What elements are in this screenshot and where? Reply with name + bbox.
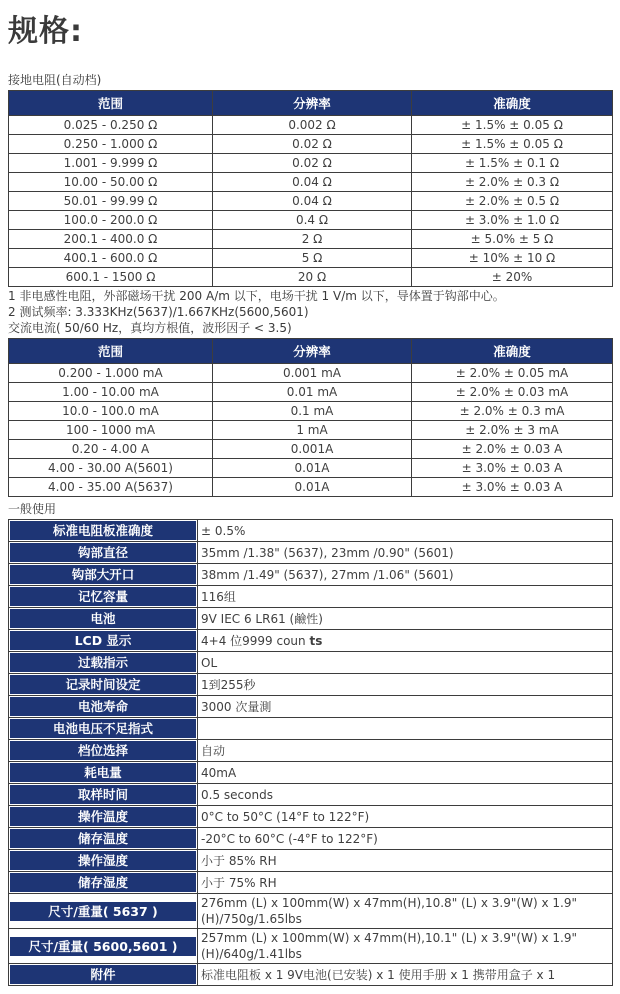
table-row: [9, 192, 613, 211]
general-row-label-cell: [9, 740, 198, 762]
general-row-value: [198, 718, 613, 740]
table-cell: 50.01 - 99.99 Ω: [9, 192, 213, 211]
general-row-label-cell: [9, 586, 198, 608]
general-row-label: 记录时间设定: [10, 675, 196, 694]
general-row-value: 小于 85% RH: [198, 850, 613, 872]
table-cell: 0.250 - 1.000 Ω: [9, 135, 213, 154]
general-row: [9, 828, 613, 850]
table-row: [9, 383, 613, 402]
general-row-label: 尺寸/重量( 5600,5601 ): [10, 937, 196, 956]
table-cell: ± 3.0% ± 1.0 Ω: [412, 211, 613, 230]
column-header: 准确度: [412, 339, 613, 364]
ac-current-table: [8, 338, 613, 497]
general-row-label: 储存湿度: [10, 873, 196, 892]
general-row: [9, 564, 613, 586]
general-row-label-cell: [9, 696, 198, 718]
general-row-label: 耗电量: [10, 763, 196, 782]
footnotes: [8, 289, 612, 320]
table-row: [9, 440, 613, 459]
general-row-value: 257mm (L) x 100mm(W) x 47mm(H),10.1" (L) x 3.9"(W) x 1.9"(H)/640g/1.41lbs: [198, 929, 613, 964]
general-row: [9, 696, 613, 718]
general-row-label-cell: [9, 652, 198, 674]
table-cell: ± 5.0% ± 5 Ω: [412, 230, 613, 249]
table-cell: ± 1.5% ± 0.05 Ω: [412, 135, 613, 154]
general-row-label-cell: [9, 674, 198, 696]
general-row-label: LCD 显示: [10, 631, 196, 650]
column-header: 分辨率: [213, 339, 412, 364]
table-row: [9, 230, 613, 249]
general-row-label-cell: [9, 806, 198, 828]
table-cell: 0.001A: [213, 440, 412, 459]
table-cell: ± 2.0% ± 0.03 A: [412, 440, 613, 459]
general-row-label: 电池: [10, 609, 196, 628]
general-row-value: 38mm /1.49" (5637), 27mm /1.06" (5601): [198, 564, 613, 586]
ground-resistance-table-body: [9, 116, 613, 287]
general-row-value: 116组: [198, 586, 613, 608]
table-cell: 2 Ω: [213, 230, 412, 249]
table-cell: 4.00 - 35.00 A(5637): [9, 478, 213, 497]
general-row: [9, 806, 613, 828]
general-row-label: 电池电压不足指式: [10, 719, 196, 738]
general-row: [9, 586, 613, 608]
table-row: [9, 364, 613, 383]
general-row-value: 9V IEC 6 LR61 (鹼性): [198, 608, 613, 630]
header-row: [9, 91, 613, 116]
table-cell: 0.1 mA: [213, 402, 412, 421]
general-row: [9, 784, 613, 806]
table-cell: ± 1.5% ± 0.05 Ω: [412, 116, 613, 135]
table-cell: 4.00 - 30.00 A(5601): [9, 459, 213, 478]
general-row-label-cell: [9, 894, 198, 929]
table-cell: 0.02 Ω: [213, 135, 412, 154]
general-row-label-cell: [9, 850, 198, 872]
general-row: [9, 542, 613, 564]
table-cell: 0.4 Ω: [213, 211, 412, 230]
general-row-label-cell: [9, 762, 198, 784]
general-row-value: 自动: [198, 740, 613, 762]
general-row: [9, 872, 613, 894]
table-row: [9, 173, 613, 192]
ac-current-table-body: [9, 364, 613, 497]
table-cell: 10.00 - 50.00 Ω: [9, 173, 213, 192]
table-cell: 0.01 mA: [213, 383, 412, 402]
ac-current-section-label: 交流电流( 50/60 Hz，真均方根值，波形因子 < 3.5): [8, 321, 292, 335]
table-cell: ± 2.0% ± 0.03 mA: [412, 383, 613, 402]
general-row: [9, 630, 613, 652]
table-cell: 0.02 Ω: [213, 154, 412, 173]
general-row: [9, 652, 613, 674]
ac-current-table-header: [9, 339, 613, 364]
table-cell: 0.01A: [213, 459, 412, 478]
table-row: [9, 459, 613, 478]
general-row-value: -20°C to 60°C (-4°F to 122°F): [198, 828, 613, 850]
general-row: [9, 929, 613, 964]
column-header: 分辨率: [213, 91, 412, 116]
general-row-value: ± 0.5%: [198, 520, 613, 542]
general-row: [9, 964, 613, 986]
table-row: [9, 249, 613, 268]
table-cell: 600.1 - 1500 Ω: [9, 268, 213, 287]
general-use-section-label: 一般使用: [8, 502, 57, 516]
general-row-label-cell: [9, 564, 198, 586]
general-row-value: 标准电阻板 x 1 9V电池(已安装) x 1 使用手册 x 1 携带用盒子 x 1: [198, 964, 613, 986]
general-row-label-cell: [9, 520, 198, 542]
general-row-label: 附件: [10, 965, 196, 984]
general-row: [9, 740, 613, 762]
general-row: [9, 762, 613, 784]
ground-resistance-section-label: 接地电阻(自动档): [8, 73, 102, 87]
table-row: [9, 135, 613, 154]
table-cell: ± 2.0% ± 3 mA: [412, 421, 613, 440]
general-use-table: [8, 519, 613, 986]
page-title: 规格:: [8, 14, 83, 49]
table-cell: 0.025 - 0.250 Ω: [9, 116, 213, 135]
general-row-label-cell: [9, 784, 198, 806]
general-row: [9, 520, 613, 542]
header-row: [9, 339, 613, 364]
general-row: [9, 718, 613, 740]
table-row: [9, 421, 613, 440]
table-row: [9, 154, 613, 173]
table-cell: 400.1 - 600.0 Ω: [9, 249, 213, 268]
general-row-value: 1到255秒: [198, 674, 613, 696]
table-row: [9, 268, 613, 287]
table-cell: ± 1.5% ± 0.1 Ω: [412, 154, 613, 173]
general-row-label-cell: [9, 630, 198, 652]
table-cell: 0.01A: [213, 478, 412, 497]
table-cell: 10.0 - 100.0 mA: [9, 402, 213, 421]
table-cell: ± 2.0% ± 0.05 mA: [412, 364, 613, 383]
table-cell: 1 mA: [213, 421, 412, 440]
footnote-2: 2 测试频率: 3.333KHz(5637)/1.667KHz(5600,5601): [8, 304, 309, 319]
table-cell: ± 10% ± 10 Ω: [412, 249, 613, 268]
table-cell: ± 20%: [412, 268, 613, 287]
general-row: [9, 850, 613, 872]
table-cell: 0.200 - 1.000 mA: [9, 364, 213, 383]
ground-resistance-table: [8, 90, 613, 287]
table-cell: 1.00 - 10.00 mA: [9, 383, 213, 402]
general-row: [9, 608, 613, 630]
general-row-label-cell: [9, 872, 198, 894]
general-row-value: 35mm /1.38" (5637), 23mm /0.90" (5601): [198, 542, 613, 564]
general-row-label: 操作温度: [10, 807, 196, 826]
table-cell: 1.001 - 9.999 Ω: [9, 154, 213, 173]
general-row-label-cell: [9, 828, 198, 850]
table-row: [9, 211, 613, 230]
general-row-value-bold: ts: [309, 633, 323, 648]
general-row: [9, 674, 613, 696]
general-row-value: 0°C to 50°C (14°F to 122°F): [198, 806, 613, 828]
general-row-value: 3000 次量測: [198, 696, 613, 718]
general-row-label: 记忆容量: [10, 587, 196, 606]
general-row-label-cell: [9, 929, 198, 964]
table-cell: ± 2.0% ± 0.3 Ω: [412, 173, 613, 192]
general-row-value: 0.5 seconds: [198, 784, 613, 806]
general-row-label-cell: [9, 608, 198, 630]
general-row-label: 操作湿度: [10, 851, 196, 870]
general-row: [9, 894, 613, 929]
column-header: 准确度: [412, 91, 613, 116]
table-cell: ± 3.0% ± 0.03 A: [412, 478, 613, 497]
table-row: [9, 116, 613, 135]
general-row-label: 尺寸/重量( 5637 ): [10, 902, 196, 921]
column-header: 范围: [9, 91, 213, 116]
general-row-label-cell: [9, 542, 198, 564]
general-row-value: 40mA: [198, 762, 613, 784]
general-row-label: 钩部直径: [10, 543, 196, 562]
table-cell: 20 Ω: [213, 268, 412, 287]
table-cell: 0.04 Ω: [213, 173, 412, 192]
general-row-label: 过载指示: [10, 653, 196, 672]
general-row-label: 钩部大开口: [10, 565, 196, 584]
general-row-label: 储存温度: [10, 829, 196, 848]
general-row-label: 档位选择: [10, 741, 196, 760]
general-row-label: 取样时间: [10, 785, 196, 804]
general-row-value: 4+4 位9999 coun ts: [198, 630, 613, 652]
table-cell: ± 2.0% ± 0.5 Ω: [412, 192, 613, 211]
table-cell: 200.1 - 400.0 Ω: [9, 230, 213, 249]
ground-resistance-table-header: [9, 91, 613, 116]
column-header: 范围: [9, 339, 213, 364]
table-cell: ± 3.0% ± 0.03 A: [412, 459, 613, 478]
table-cell: 0.001 mA: [213, 364, 412, 383]
table-cell: ± 2.0% ± 0.3 mA: [412, 402, 613, 421]
table-cell: 100.0 - 200.0 Ω: [9, 211, 213, 230]
general-row-label: 标准电阻板准确度: [10, 521, 196, 540]
general-row-value: 276mm (L) x 100mm(W) x 47mm(H),10.8" (L) x 3.9"(W) x 1.9"(H)/750g/1.65lbs: [198, 894, 613, 929]
table-row: [9, 402, 613, 421]
general-row-label: 电池寿命: [10, 697, 196, 716]
footnote-1: 1 非电感性电阻，外部磁场干扰 200 A/m 以下，电场干扰 1 V/m 以下，导体置于钩部中心。: [8, 289, 505, 303]
table-cell: 0.20 - 4.00 A: [9, 440, 213, 459]
table-cell: 100 - 1000 mA: [9, 421, 213, 440]
table-cell: 5 Ω: [213, 249, 412, 268]
table-cell: 0.002 Ω: [213, 116, 412, 135]
general-row-label-cell: [9, 718, 198, 740]
table-cell: 0.04 Ω: [213, 192, 412, 211]
general-row-label-cell: [9, 964, 198, 986]
general-row-value: 小于 75% RH: [198, 872, 613, 894]
table-row: [9, 478, 613, 497]
general-use-table-body: [9, 520, 613, 986]
general-row-value: OL: [198, 652, 613, 674]
